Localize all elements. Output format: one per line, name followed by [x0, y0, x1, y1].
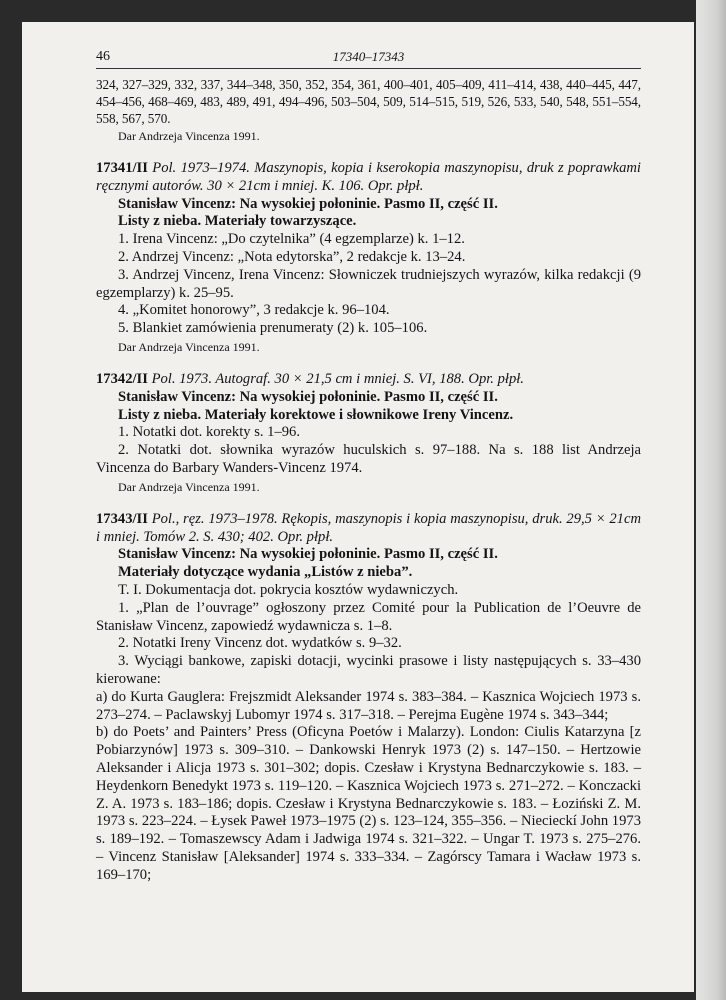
entry-subitem: a) do Kurta Gauglera: Frejszmidt Aleksander 1974 s. 383–384. – Kasznica Wojciech 1973 s. 273–274. – Paclawskyj Lubomyr 1974 s. 317–318. – Perejma Eugène 1974 s. 343–344; — [96, 688, 641, 723]
entry-description: Pol., ręz. 1973–1978. Rękopis, maszynopis i kopia maszynopisu, druk. 29,5 × 21cm i mniej. Tomów 2. S. 430; 402. Opr. płpł. — [96, 510, 641, 545]
entry-heading — [96, 371, 641, 389]
entry-subtitle: Listy z nieba. Materiały korektowe i słownikowe Ireny Vincenz. — [118, 406, 514, 423]
entry-item: 1. Irena Vincenz: „Do czytelnika” (4 egzemplarze) k. 1–12. — [118, 231, 465, 248]
entry-item: 2. Notatki dot. słownika wyrazów huculskich s. 97–188. Na s. 188 list Andrzeja Vincenza do Barbary Wanders-Vincenz 1974. — [96, 442, 641, 476]
entry-item: 5. Blankiet zamówienia prenumeraty (2) k. 105–106. — [118, 320, 428, 337]
entry-item: 2. Notatki Ireny Vincenz dot. wydatków s. 9–32. — [118, 635, 402, 652]
entry-description: Pol. 1973. Autograf. 30 × 21,5 cm i mniej. S. VI, 188. Opr. płpł. — [151, 370, 524, 387]
book-edge — [696, 0, 726, 1000]
entry-item: 3. Wyciągi bankowe, zapiski dotacji, wycinki prasowe i listy następujących s. 33–430 kierowane: — [96, 653, 641, 687]
entry-item: 1. Notatki dot. korekty s. 1–96. — [118, 424, 301, 441]
entry-signature: 17343/II — [96, 510, 148, 527]
entry-item: 3. Andrzej Vincenz, Irena Vincenz: Słowniczek trudniejszych wyrazów, kilka redakcji (9 egzemplarzy) k. 25–95. — [96, 266, 641, 301]
catalog-entry — [96, 371, 641, 495]
entry-subtitle: Listy z nieba. Materiały towarzyszące. — [118, 213, 357, 230]
entry-heading — [96, 160, 641, 196]
entry-description: Pol. 1973–1974. Maszynopis, kopia i kserokopia maszynopisu, druk z poprawkami ręcznymi autorów. 30 × 21cm i mniej. K. 106. Opr. płpł. — [96, 160, 641, 194]
entry-signature: 17341/II — [96, 160, 148, 176]
running-title: 17340–17343 — [332, 49, 405, 64]
entry-item: 4. „Komitet honorowy”, 3 redakcje k. 96–104. — [118, 302, 390, 319]
entry-author-title: Stanisław Vincenz: Na wysokiej połoninie. Pasmo II, część II. — [118, 546, 498, 563]
continued-page-numbers: 324, 327–329, 332, 337, 344–348, 350, 352, 354, 361, 400–401, 405–409, 411–414, 438, 440–445, 447, 454–456, 468–469, 483, 489, 491, 494–496, 503–504, 509, 514–515, 519, 526, 533, 540, 548, 551–554, 558, 567, 570. — [96, 77, 641, 126]
provenance-note: Dar Andrzeja Vincenza 1991. — [118, 479, 260, 494]
page-text-area — [96, 48, 641, 884]
entry-subitem: b) do Poets’ and Painters’ Press (Oficyna Poetów i Malarzy). London: Ciulis Katarzyna [z Pobiarzynów] 1973 s. 309–310. – Dankowski Henryk 1973 (2) s. 147–150. – Hertzowie Aleksander i Alicja 1973 s. 301–302; dopis. Czesław i Krystyna Bednarczykowie s. 183. – Heydenkorn Benedykt 1973 s. 119–120. – Kasznica Wojciech 1973 s. 271–272. – Konczacki Z. A. 1973 s. 183–186; dopis. Czesław i Krystyna Bednarczykowie s. 183. – Łoziński Z. M. 1973 s. 223–224. – Łysek Paweł 1973–1975 (2) s. 123–124, 355–356. – Niecieckí John 1973 s. 189–192. – Tomaszewscy Adam i Jadwiga 1974 s. 321–322. – Ungar T. 1973 s. 275–276. – Vincenz Stanisław [Aleksander] 1974 s. 333–334. – Zagórscy Tamara i Wacław 1973 s. 169–170; — [96, 724, 641, 883]
provenance-note: Dar Andrzeja Vincenza 1991. — [118, 129, 260, 143]
entry-item: 1. „Plan de l’ouvrage” ogłoszony przez Comité pour la Publication de l’Oeuvre de Stanisław Vincenz, zapowiedź wydawnicza s. 1–8. — [96, 599, 641, 634]
catalog-entry — [96, 160, 641, 355]
catalog-entry — [96, 511, 641, 885]
entry-author-title: Stanisław Vincenz: Na wysokiej połoninie. Pasmo II, część II. — [118, 388, 498, 405]
entry-signature: 17342/II — [96, 370, 148, 387]
page-header — [96, 48, 641, 69]
provenance-note: Dar Andrzeja Vincenza 1991. — [118, 339, 260, 354]
entry-subtitle: Materiały dotyczące wydania „Listów z nieba”. — [118, 564, 413, 581]
page-number: 46 — [96, 49, 110, 64]
entry-item: 2. Andrzej Vincenz: „Nota edytorska”, 2 redakcje k. 13–24. — [118, 248, 466, 265]
entry-heading — [96, 511, 641, 547]
entry-author-title: Stanisław Vincenz: Na wysokiej połoninie. Pasmo II, część II. — [118, 195, 498, 212]
entry-tome: T. I. Dokumentacja dot. pokrycia kosztów wydawniczych. — [118, 581, 459, 598]
